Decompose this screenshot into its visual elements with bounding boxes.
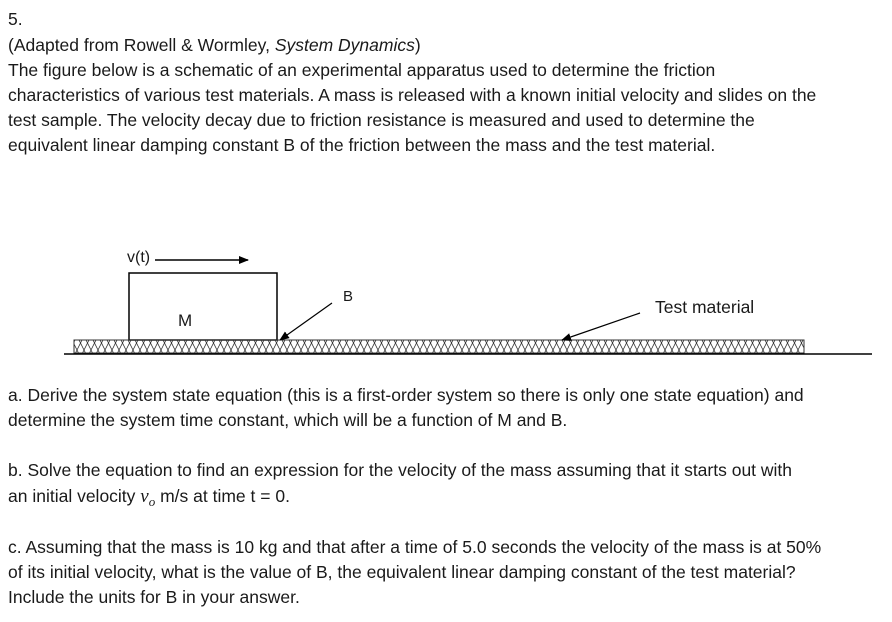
part-b-line-1: b. Solve the equation to find an expression for the velocity of the mass assuming that it starts out with (8, 460, 793, 480)
velocity-label: v(t) (127, 249, 151, 266)
part-b-suffix: m/s at time t = 0. (155, 486, 290, 506)
mass-label: M (178, 311, 193, 330)
part-a-line-1: a. Derive the system state equation (this is a first-order system so there is only one state equation) and (8, 385, 804, 405)
test-material-strip (74, 340, 804, 353)
part-c-line-3: Include the units for B in your answer. (8, 587, 300, 607)
part-a-line-2: determine the system time constant, which will be a function of M and B. (8, 410, 568, 430)
part-b-line-2 (8, 484, 290, 510)
material-pointer (562, 313, 640, 340)
mass-block (129, 273, 277, 340)
source-title: System Dynamics (274, 35, 415, 55)
intro-line-1: The figure below is a schematic of an experimental apparatus used to determine the friction (8, 60, 716, 80)
source-prefix: (Adapted from Rowell & Wormley, (8, 35, 275, 55)
initial-velocity-subscript: o (148, 494, 156, 509)
damping-label: B (343, 288, 354, 305)
part-c-line-1: c. Assuming that the mass is 10 kg and that after a time of 5.0 seconds the velocity of the mass is at 50% (8, 537, 822, 557)
problem-number: 5. (8, 9, 23, 29)
source-suffix: ) (414, 35, 421, 55)
material-label: Test material (655, 297, 755, 317)
part-c-line-2: of its initial velocity, what is the value of B, the equivalent linear damping constant of the test material? (8, 562, 796, 582)
damping-pointer (280, 303, 332, 340)
intro-line-3: test sample. The velocity decay due to friction resistance is measured and used to determine the (8, 110, 755, 130)
initial-velocity-symbol: v (140, 486, 149, 507)
intro-line-2: characteristics of various test materials. A mass is released with a known initial velocity and slides on the (8, 85, 817, 105)
intro-line-4: equivalent linear damping constant B of the friction between the mass and the test material. (8, 135, 716, 155)
part-b-prefix: an initial velocity (8, 486, 141, 506)
